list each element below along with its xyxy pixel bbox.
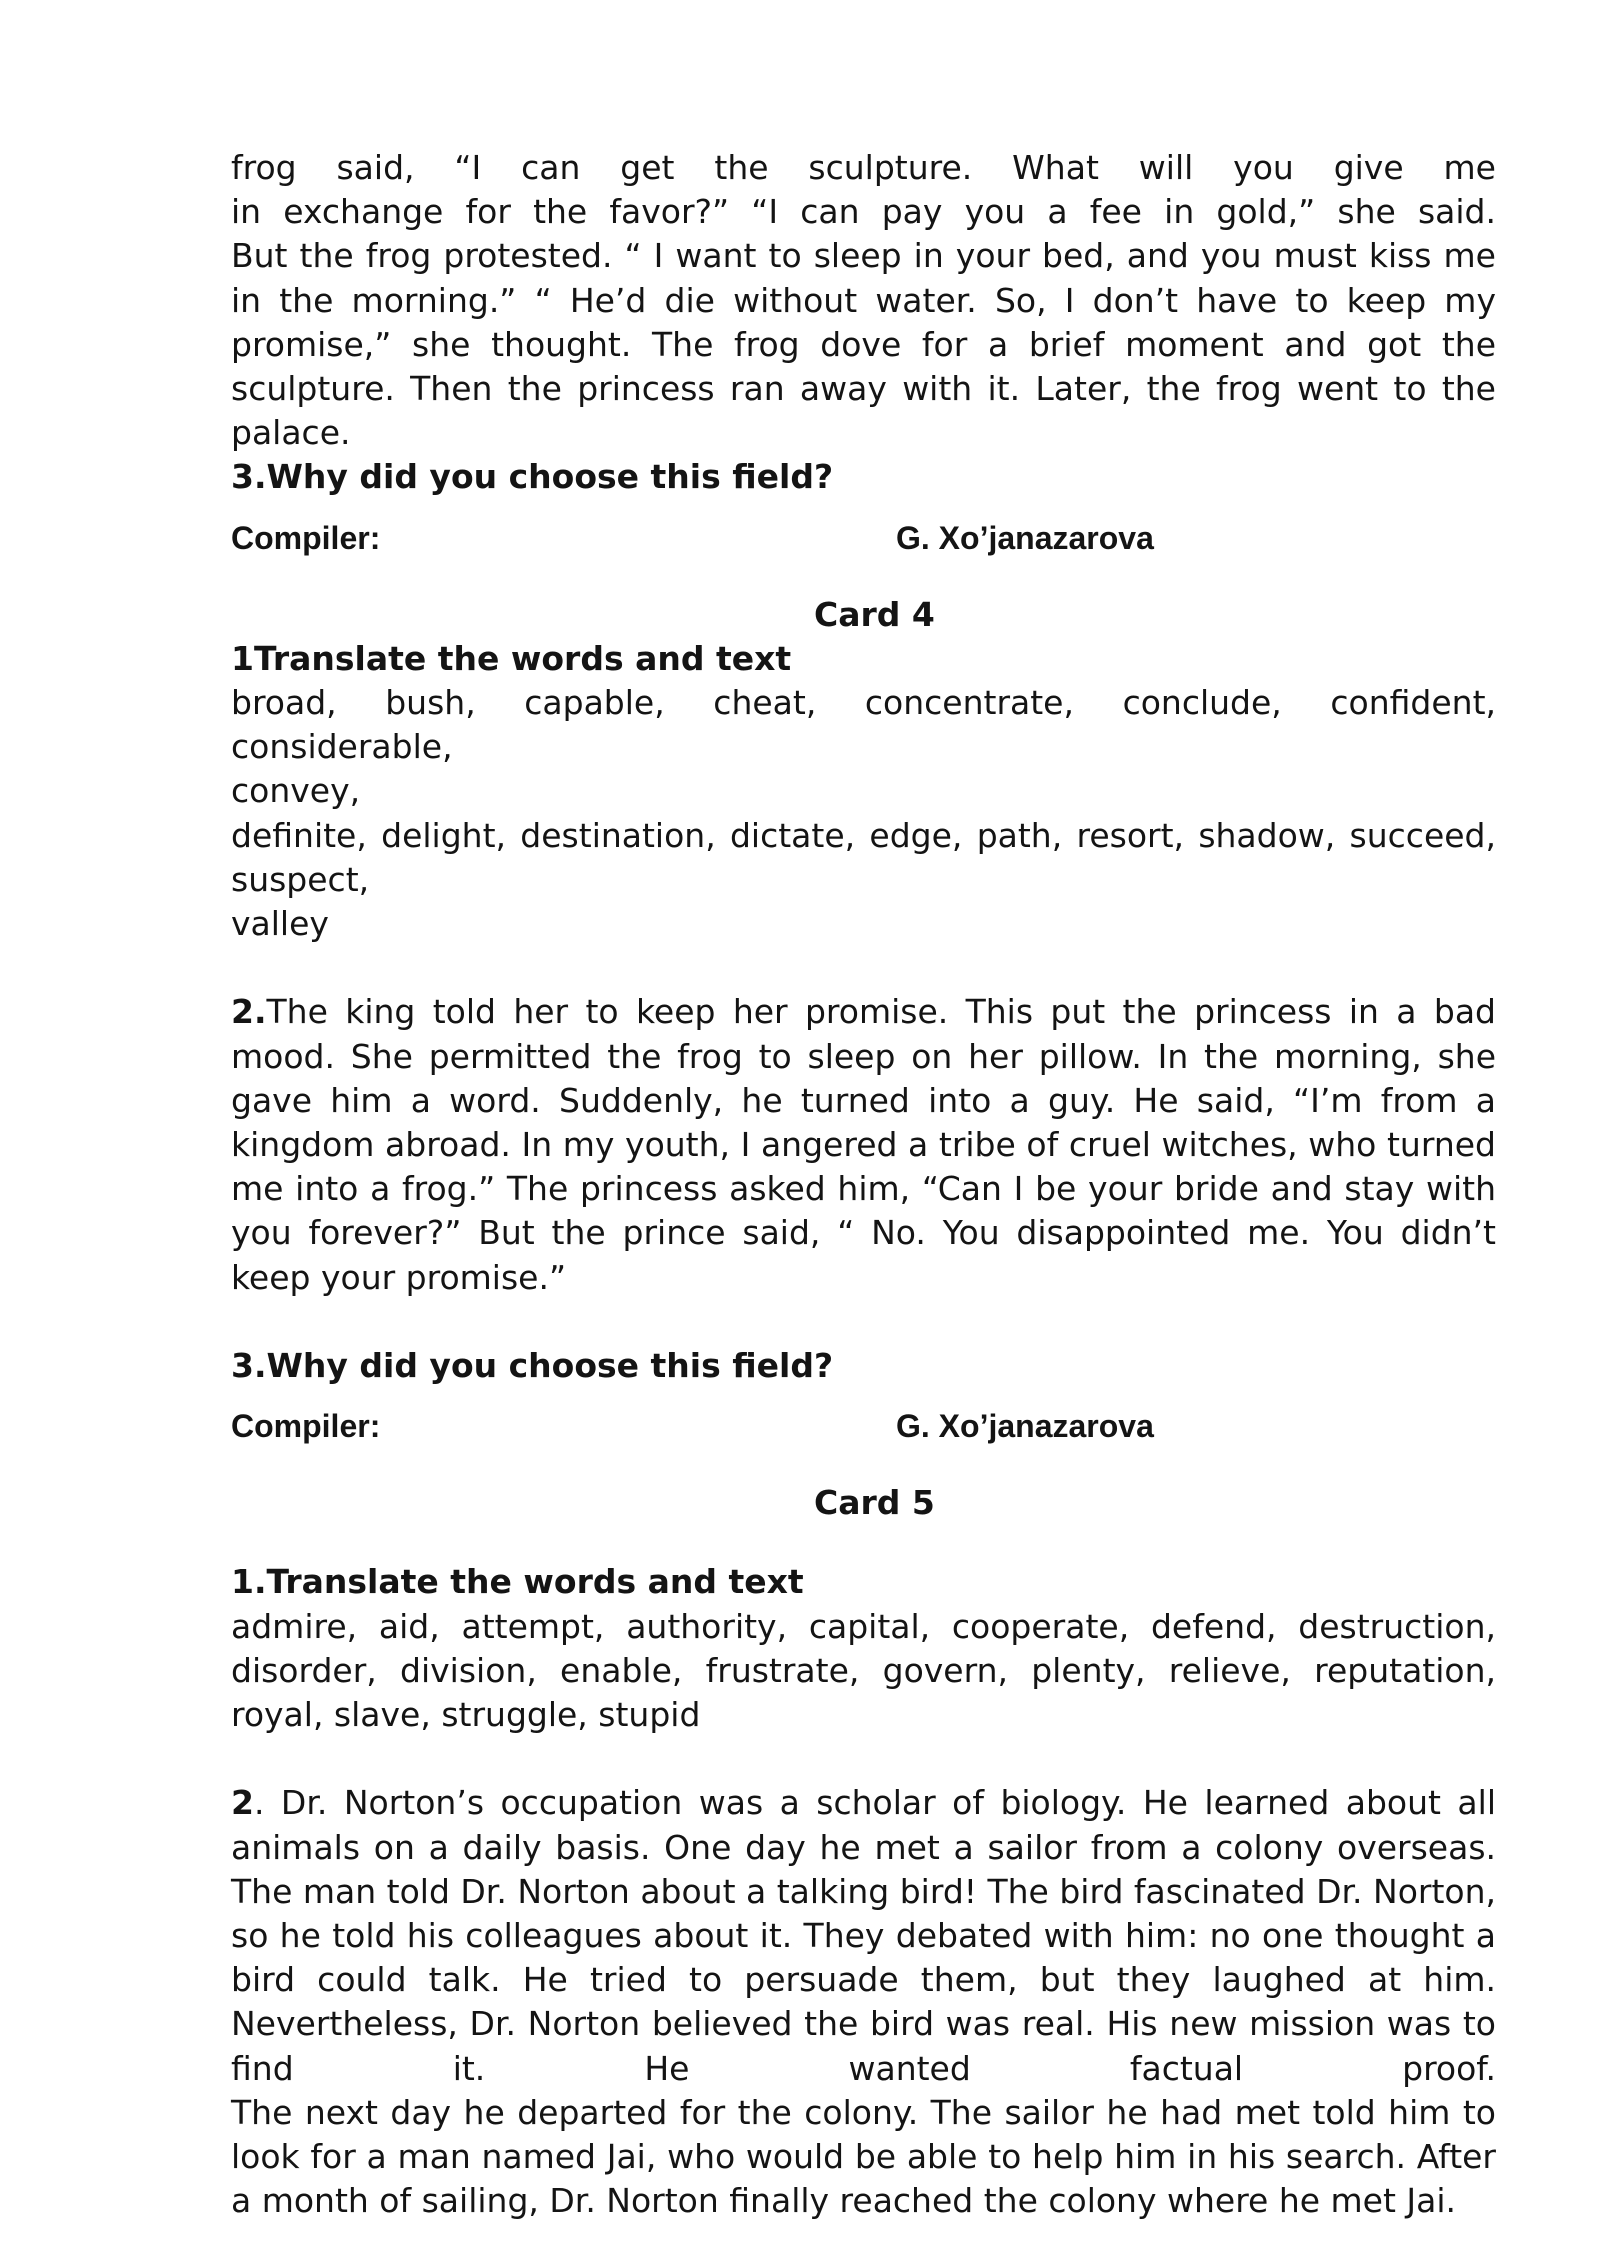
document-page (231, 146, 1496, 2223)
card-4-words-line-1: broad, bush, capable, cheat, concentrate, conclude, confident, considerable, (231, 683, 1496, 767)
intro-line-1: frog said, “I can get the sculpture. What will you give me (231, 148, 1496, 187)
card-4-question-3-heading: 3.Why did you choose this field? (231, 1346, 834, 1386)
card-5-question-2-text: . Dr. Norton’s occupation was a scholar of biology. He learned about all animals on a daily basis. One day he met a sailor from a colony overseas. The man told Dr. Norton about a talking bird! The bird fascinated Dr. Norton, so he told his colleagues about it. They debated with him: no one thought a bird could talk. He tried to persuade them, but they laughed at him. Nevertheless, Dr. Norton believed the bird was real. His new mission was to find it. He wanted factual proof. (231, 1783, 1496, 2088)
card-5-question-2-number: 2 (231, 1783, 254, 1823)
compiler-name: G. Xo’janazarova (896, 519, 1154, 556)
card-4-question-1-heading: 1Translate the words and text (231, 638, 792, 678)
compiler-line (231, 516, 1496, 560)
compiler-line (231, 1404, 1496, 1448)
card-5-title: Card 5 (814, 1483, 935, 1523)
card-4-question-2-number: 2. (231, 992, 267, 1032)
card-4-question-2-text: The king told her to keep her promise. This put the princess in a bad mood. She permitted the frog to sleep on her pillow. In the morning, she gave him a word. Suddenly, he turned into a guy. He said, “I’m from a kingdom abroad. In my youth, I angered a tribe of cruel witches, who turned me into a frog.” The princess asked him, “Can I be your bride and stay with you forever?” But the prince said, “ No. You disappointed me. You didn’t keep your promise.” (231, 992, 1496, 1297)
intro-line-2: in exchange for the favor?” “I can pay you a fee in gold,” she said. (231, 192, 1496, 232)
card-4-words-line-3: definite, delight, destination, dictate, edge, path, resort, shadow, succeed, suspect, (231, 815, 1496, 899)
card-5-question-2 (231, 1781, 1496, 2090)
card-5-question-2-continued: The next day he departed for the colony. The sailor he had met told him to look for a man named Jai, who would be able to help him in his search. After a month of sailing, Dr. Norton finally reached the colony where he met Jai. (231, 2092, 1496, 2221)
card-4-title: Card 4 (814, 594, 935, 634)
compiler-label: Compiler: (231, 519, 381, 556)
intro-paragraph: But the frog protested. “ I want to sleep in your bed, and you must kiss me in the morning.” “ He’d die without water. So, I don’t have to keep my promise,” she thought. The frog dove for a brief moment and got the sculpture. Then the princess ran away with it. Later, the frog went to the palace. (231, 236, 1496, 453)
compiler-label: Compiler: (231, 1408, 381, 1445)
card-4-words-line-2: convey, (231, 771, 361, 811)
card-5-words: admire, aid, attempt, authority, capital, cooperate, defend, destruction, disorder, division, enable, frustrate, govern, plenty, relieve, reputation, royal, slave, struggle, stupid (231, 1606, 1496, 1735)
question-3-heading: 3.Why did you choose this field? (231, 457, 834, 497)
card-4-words-line-4: valley (231, 904, 329, 944)
card-5-question-1-heading: 1.Translate the words and text (231, 1562, 804, 1602)
card-4-question-2 (231, 990, 1496, 1299)
compiler-name: G. Xo’janazarova (896, 1408, 1154, 1445)
